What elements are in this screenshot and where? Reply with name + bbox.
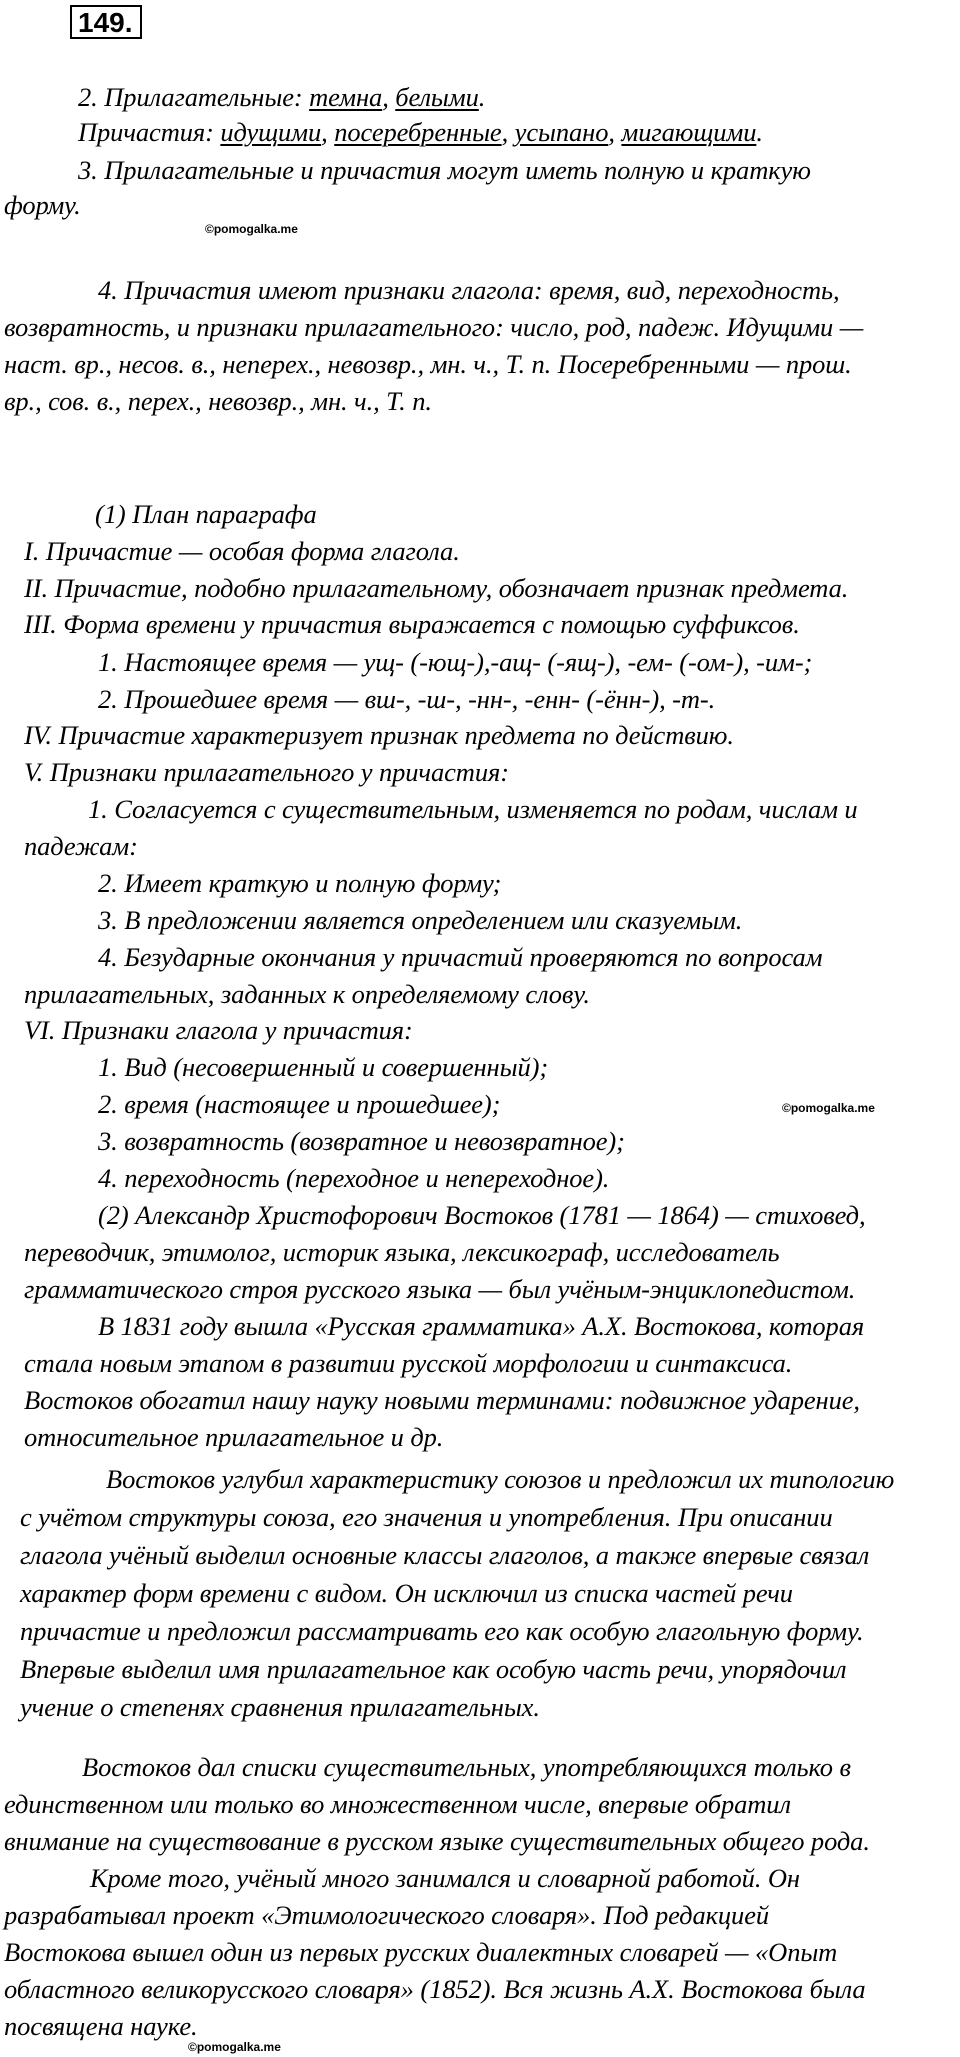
- underlined-word: темна: [309, 82, 383, 112]
- text-line: форму.: [4, 190, 81, 220]
- text-line: В 1831 году вышла «Русская грамматика» А.Х. Востокова, которая: [98, 1311, 865, 1341]
- text-line: характер форм времени с видом. Он исключил из списка частей речи: [20, 1578, 793, 1608]
- text-line: Востоков дал списки существительных, употребляющихся только в: [82, 1752, 851, 1782]
- plan-item: V. Признаки прилагательного у причастия:: [24, 757, 509, 787]
- plan-item: IV. Причастие характеризует признак предмета по действию.: [24, 720, 734, 750]
- participles-label: Причастия:: [78, 117, 221, 147]
- text-line: возвратность, и признаки прилагательного: число, род, падеж. Идущими —: [4, 312, 864, 342]
- text-line: учение о степенях сравнения прилагательных.: [20, 1692, 540, 1722]
- text-line: вр., сов. в., перех., невозвр., мн. ч., Т. п.: [4, 386, 432, 416]
- text-line: переводчик, этимолог, историк языка, лексикограф, исследователь: [24, 1237, 780, 1267]
- plan-subitem-cont: падежам:: [24, 831, 138, 861]
- text-line: Кроме того, учёный много занимался и словарной работой. Он: [90, 1863, 800, 1893]
- text-line: с учётом структуры союза, его значения и употребления. При описании: [20, 1502, 833, 1532]
- watermark: ©pomogalka.me: [205, 222, 298, 236]
- plan-item: VI. Признаки глагола у причастия:: [24, 1015, 413, 1045]
- underlined-word: идущими: [220, 117, 322, 147]
- plan-subitem: 1. Настоящее время — ущ- (-ющ-),-ащ- (-ящ-), -ем- (-ом-), -им-;: [98, 647, 813, 677]
- text-line: причастие и предложил рассматривать его как особую глагольную форму.: [20, 1616, 864, 1646]
- plan-subitem: 2. время (настоящее и прошедшее);: [98, 1089, 501, 1119]
- plan-subitem-cont: прилагательных, заданных к определяемому слову.: [24, 979, 590, 1009]
- adjectives-label: 2. Прилагательные:: [78, 82, 310, 112]
- text-line: Востокова вышел один из первых русских диалектных словарей — «Опыт: [4, 1937, 838, 1967]
- plan-subitem: 3. В предложении является определением или сказуемым.: [98, 905, 743, 935]
- text-line: 3. Прилагательные и причастия могут иметь полную и краткую: [78, 155, 811, 185]
- underlined-word: усыпано: [514, 117, 609, 147]
- plan-item: III. Форма времени у причастия выражается с помощью суффиксов.: [24, 609, 800, 639]
- plan-item: II. Причастие, подобно прилагательному, обозначает признак предмета.: [24, 573, 849, 603]
- text-line: грамматического строя русского языка — был учёным-энциклопедистом.: [24, 1274, 856, 1304]
- text-line: Востоков углубил характеристику союзов и предложил их типологию: [106, 1464, 895, 1494]
- adjectives-line: 2. Прилагательные: темна, белыми.: [78, 82, 486, 112]
- text-line: Востоков обогатил нашу науку новыми терминами: подвижное ударение,: [24, 1385, 860, 1415]
- plan-subitem: 2. Прошедшее время — вш-, -ш-, -нн-, -енн- (-ённ-), -т-.: [98, 684, 716, 714]
- exercise-number-box: [70, 5, 142, 39]
- plan-title: (1) План параграфа: [95, 499, 317, 529]
- plan-item: I. Причастие — особая форма глагола.: [24, 536, 460, 566]
- exercise-number: 149.: [78, 7, 133, 38]
- text-line: посвящена науке.: [4, 2011, 198, 2041]
- plan-subitem: 2. Имеет краткую и полную форму;: [98, 868, 502, 898]
- underlined-word: мигающими: [621, 117, 757, 147]
- text-line: разрабатывал проект «Этимологического словаря». Под редакцией: [4, 1900, 770, 1930]
- watermark: ©pomogalka.me: [188, 2040, 281, 2054]
- participles-line: Причастия: идущими, посеребренные, усыпано, мигающими.: [78, 117, 763, 147]
- text-line: Впервые выделил имя прилагательное как особую часть речи, упорядочил: [20, 1654, 847, 1684]
- watermark: ©pomogalka.me: [782, 1101, 875, 1115]
- text-line: глагола учёный выделил основные классы глаголов, а также впервые связал: [20, 1540, 870, 1570]
- underlined-word: белыми: [395, 82, 479, 112]
- text-line: 4. Причастия имеют признаки глагола: время, вид, переходность,: [98, 275, 840, 305]
- text-line: единственном или только во множественном числе, впервые обратил: [4, 1789, 791, 1819]
- plan-subitem: 3. возвратность (возвратное и невозвратное);: [98, 1126, 625, 1156]
- plan-subitem: 1. Вид (несовершенный и совершенный);: [98, 1052, 549, 1082]
- text-line: внимание на существование в русском языке существительных общего рода.: [4, 1826, 870, 1856]
- text-line: областного великорусского словаря» (1852). Вся жизнь А.Х. Востокова была: [4, 1974, 866, 2004]
- underlined-word: посеребренные: [334, 117, 502, 147]
- text-line: наст. вр., несов. в., неперех., невозвр., мн. ч., Т. п. Посеребренными — прош.: [4, 349, 852, 379]
- text-line: относительное прилагательное и др.: [24, 1422, 444, 1452]
- plan-subitem: 4. переходность (переходное и непереходное).: [98, 1163, 610, 1193]
- text-line: (2) Александр Христофорович Востоков (1781 — 1864) — стиховед,: [98, 1200, 866, 1230]
- plan-subitem: 4. Безударные окончания у причастий проверяются по вопросам: [98, 942, 823, 972]
- plan-subitem: 1. Согласуется с существительным, изменяется по родам, числам и: [88, 794, 858, 824]
- text-line: стала новым этапом в развитии русской морфологии и синтаксиса.: [24, 1348, 793, 1378]
